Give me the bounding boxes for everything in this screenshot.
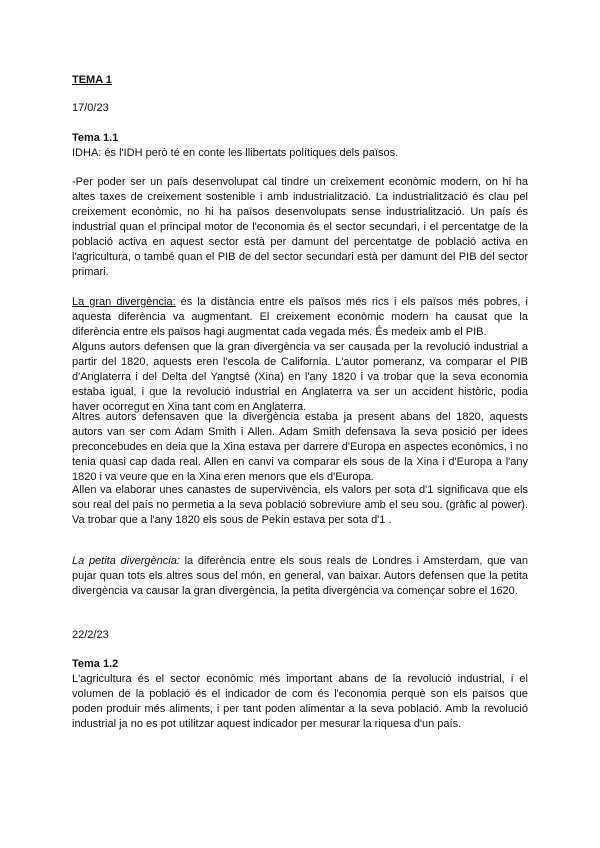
- gran-divergencia-term: La gran divergència:: [72, 296, 176, 308]
- industrialization-paragraph: -Per poder ser un país desenvolupat cal tindre un creixement econòmic modern, on hi ha altes taxes de creixement sostenible i amb industrialització. La industrialització és clau pel creixement econòmic, no hi ha països desenvolupats sense industrialització. Un país és industrial quan el principal motor de l'economia és el sector secundari, i el percentatge de la població activa en aquest sector està per damunt del percentatge de població activa en l'agricultura, o també quan el PIB de del sector secundari està per damunt del PIB del sector primari.: [72, 176, 528, 278]
- date-2: 22/2/23: [72, 629, 109, 641]
- doc-title: TEMA 1: [72, 74, 112, 86]
- date-1: 17/0/23: [72, 102, 109, 114]
- gran-divergencia-paragraph: [72, 295, 528, 340]
- section-2-heading: Tema 1.2: [72, 658, 119, 670]
- idha-definition: IDHA: és l'IDH però té en conte les llibertats polítiques dels països.: [72, 147, 399, 159]
- section-1-heading: Tema 1.1: [72, 132, 119, 144]
- agricultura-paragraph: L'agricultura és el sector econòmic més important abans de la revolució industrial, i el volumen de la població és el indicador de com és l'economia perquè son els països que poden produir més aliments, i per tant poden alimentar a la seva població. Amb la revolució industrial ja no es pot utilitzar aquest indicador per mesurar la riquesa d'un país.: [72, 673, 528, 730]
- altres-autors-paragraph: Altres autors defensaven que la divergència estaba ja present abans del 1820, aquests autors van ser com Adam Smith i Allen. Adam Smith defensava la seva posició per idees preconcebudes en deia que la Xina estava per darrere d'Europa en aspectes econòmics, i no tenia quasi cap dada real. Allen en canvi va comparar els sous de la Xina i d'Europa a l'any 1820 i va veure que en la Xina eren menors que els d'Europa.: [72, 411, 528, 483]
- gran-divergencia-definition: és la distància entre els països més rics i els països més pobres, i aquesta diferència va augmentant. El creixement econòmic modern ha causat que la diferència entre els països hagi augmentat cada vegada més. És medeix amb el PIB.: [72, 296, 528, 338]
- alguns-autors-paragraph: Alguns autors defensen que la gran divergència va ser causada per la revolució industrial a partir del 1820, aquests eren l'escola de California. L'autor pomeranz, va comparar el PIB d'Anglaterra i del Delta del Yangtsé (Xina) en l'any 1820 i va trobar que la seva economia estaba igual, i que la revolució industrial en Anglaterra va ser un accident històric, podia haver ocorregut en Xina tant com en Anglaterra.: [72, 341, 528, 413]
- petita-divergencia-paragraph: [72, 554, 528, 599]
- allen-paragraph: Allen va elaborar unes canastes de supervivència, els valors per sota d'1 significava que els sou real del país no permetia a la seva població sobreviure amb el seu sou. (gràfic al power). Va trobar que a l'any 1820 els sous de Pekín estava per sota d'1 .: [72, 484, 528, 526]
- petita-divergencia-definition: la diferència entre els sous reals de Londres i Amsterdam, que van pujar quan tots els altres sous del món, en general, van baixar. Autors defensen que la petita divergència va causar la gran divergència, la petita divergència va començar sobre el 1620.: [72, 555, 528, 597]
- petita-divergencia-term: La petita divergència:: [72, 555, 180, 567]
